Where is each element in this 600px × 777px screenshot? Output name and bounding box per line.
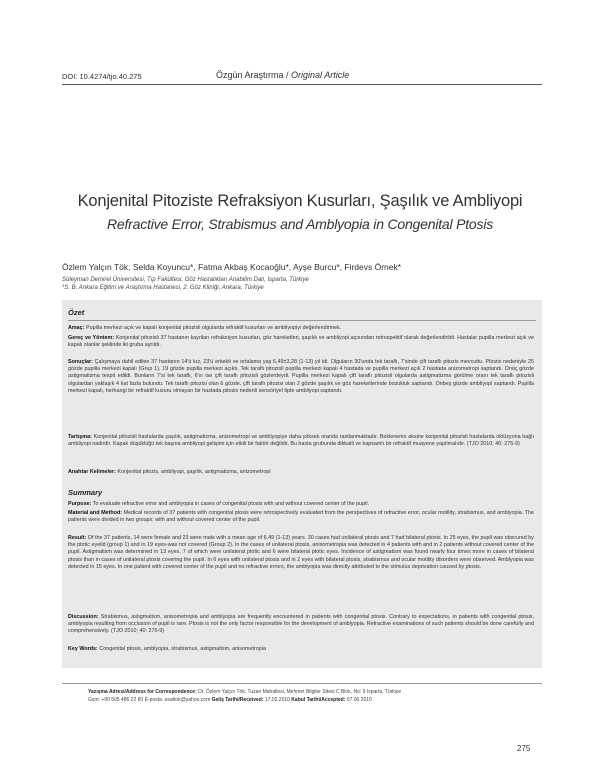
affiliation-2: *S. B. Ankara Eğitim ve Araştırma Hastanesi, 2. Göz Kliniği, Ankara, Türkiye (62, 285, 264, 291)
article-type-en: Original Article (291, 70, 350, 80)
ozet-sonuclar: Sonuçlar: Çalışmaya dahil edilen 37 hastanın 14'ü kız, 23'ü erkekti ve ortalama yaş 6,49±3,28 (1-13) yıl idi. Olguların 30'unda tek taraflı, 7'sinde çift taraflı pitozis mevcuttu. Pitozis nedeniyle 25 gözde pupilla merkezi kapalı (Grup 1), 19 gözde pupilla merkezi açıktı. Tek taraflı pitozisli pupilla merkezi kapalı 4 hastada ve pupilla merkezi açık 2 hastada anizometropi saptandı. Onüç gözde astigmatizma tespit edildi. Bunların 7'si tek taraflı, 6'sı ise çift taraflı pitozisli gözlerdeydi. Pupilla merkezi kapalı çift taraflı pitozisli olgularda astigmatizma görülme oranı tek taraflı pitozisli olgulardan yaklaşık 4 kat fazla bulundu. Tek taraflı pitozisi olan 6 gözde, çift taraflı pitozisi olan 2 gözde şaşılık ve göz hareketlerinde bozukluk saptandı. Onbeş gözde ambliyopi saptandı. Pupilla merkezi kapalı, herhangi bir refraktif kusuru olmayan bir hastada pitozis nedenli sensöriyel tipte ambliyopi saptandı. (68, 359, 534, 394)
ozet-amac: Amaç: Pupilla merkezi açık ve kapalı konjenital pitozisli olgularda refraktif kusurları ve ambliyopiyi değerlendirmek. (68, 325, 342, 331)
article-type (216, 70, 349, 80)
summary-heading: Summary (68, 488, 103, 497)
abstract-rule (68, 320, 536, 321)
header-rule (62, 84, 542, 85)
title-english: Refractive Error, Strabismus and Amblyopia in Congenital Ptosis (106, 216, 494, 232)
ozet-gerec: Gereç ve Yöntem: Konjenital pitozisli 37 hastanın kayıtları refraksiyon kusurları, göz hareketleri, şaşılık ve ambliyopi açısından retrospektif olarak değerlendirildi. Hastalar pupilla merkezi açık ve kapalı olanlar şeklinde iki gruba ayrıldı. (68, 335, 534, 349)
summary-material: Material and Method: Medical records of 37 patients with congenital ptosis were retrospectively evaluated from the perspectives of refractive error, ocular motility, strabismus, and amblyopia. The patients were divided in two groups: with and without covered center of the pupil. (68, 510, 534, 524)
ozet-anahtar: Anahtar Kelimeler: Konjenital pitozis, ambliyopi, şaşılık, astigmatizma, anizometropi (68, 469, 271, 475)
affiliation-1: Süleyman Demirel Üniversitesi, Tıp Fakültesi, Göz Hastalıkları Anabilim Dalı, Isparta, Türkiye (62, 277, 309, 283)
footer-rule (62, 683, 542, 684)
received-date: 17.02.2010 (263, 696, 290, 703)
correspondence-address: Dr. Özlem Yalçın Tök, Tuzan Mahallesi, Mehmet Bilgiler Sitesi C Blok, No: 9 Isparta, Türkiye (196, 689, 402, 695)
summary-discussion: Discussion: Strabismus, astigmatism, anisometropia and amblyopia are frequently encountered in patients with congenital ptosis. Contrary to expectations, in patients with congenital ptosis, amblyopia resulting from occlusion of pupil is rare. Ptosis is not the only factor responsible for the development of amblyopia. Refractive examinations of such patients should be done carefully and comprehensively. (TJO 2010; 40: 275-9) (68, 614, 534, 635)
summary-result: Result: Of the 37 patients, 14 were female and 23 were male with a mean age of 6.49 (1-13) years. 30 cases had unilateral ptosis and 7 had bilateral ptosis. In 25 eyes, the pupil was obscured by the ptotic eyelid (group 1) and in 19 eyes-was not covered (Group 2). In the cases of unilateral ptosis, anisometropia was detected in 4 patients with and in 2 patients without covered center of the pupil. Astigmatism was determined in 13 eyes, 7 of which were unilateral ptotic and 6 were bilateral ptotic eyes. Incidence of astigmatism was found nearly four times more in cases of bilateral ptosis than in cases of unilateral ptosis covering the pupil. In 6 eyes with unilateral ptosis and in 2 eyes with bilateral ptosis, strabismus and ocular motility disorders were observed. Amblyopia was detected in 15 eyes. In one patient with covered center of the pupil and no refractive errors, the amblyopia was directly attributed to the stimulus deprivation caused by ptosis. (68, 535, 534, 570)
authors: Özlem Yalçın Tök, Selda Koyuncu*, Fatma Akbaş Kocaoğlu*, Ayşe Burcu*, Firdevs Örnek* (62, 262, 402, 272)
correspondence-contact: Gsm: +90 505 486 22 60 E-posta: esattok@yahoo.com (88, 696, 211, 703)
correspondence-label: Yazışma Adresi/Address for Correspondence: (88, 689, 197, 695)
article-type-separator: / (283, 70, 292, 80)
article-type-tr: Özgün Araştırma (216, 70, 284, 80)
abstract-box (62, 300, 542, 668)
doi: DOI: 10.4274/tjo.40.275 (62, 72, 142, 81)
accepted-date: 07.06.2010 (345, 696, 372, 703)
summary-keywords: Key Words: Congenital ptosis, amblyopia, strabismus, astigmatism, anisometropia (68, 646, 266, 652)
ozet-heading: Özet (68, 308, 85, 317)
summary-purpose: Purpose: To evaluate refractive error and amblyopia in cases of congenital ptosis with and without covered center of the pupil. (68, 501, 370, 507)
page-number: 275 (517, 744, 531, 753)
correspondence: Yazışma Adresi/Address for Correspondence: Dr. Özlem Yalçın Tök, Tuzan Mahallesi, Mehmet Bilgiler Sitesi C Blok, No: 9 Isparta, Türkiye Gsm: +90 505 486 22 60 E-posta: esattok@yahoo.com Geliş Tarihi/Received: 17.02.2010 Kabul Tarihi/Accepted: 07.06.2010 (88, 689, 402, 703)
ozet-tartisma: Tartışma: Konjenital pitozisli hastalarda şaşılık, astigmatizma, anizometropi ve ambliyopiye daha yüksek oranda rastlanmaktadır. Beklenenin aksine konjenital pitozisli hastalarda oklüzyona bağlı ambliyopi nadirdir. Kapak düşüklüğü tek başına ambliyopi gelişimi için etkili bir faktör değildir. Bu hasta grubunda dikkatli ve kapsamlı bir refraktif muayene yapılmalıdır. (TJO 2010; 40: 275-9) (68, 434, 534, 448)
title-turkish: Konjenital Pitoziste Refraksiyon Kusurları, Şaşılık ve Ambliyopi (77, 192, 523, 210)
